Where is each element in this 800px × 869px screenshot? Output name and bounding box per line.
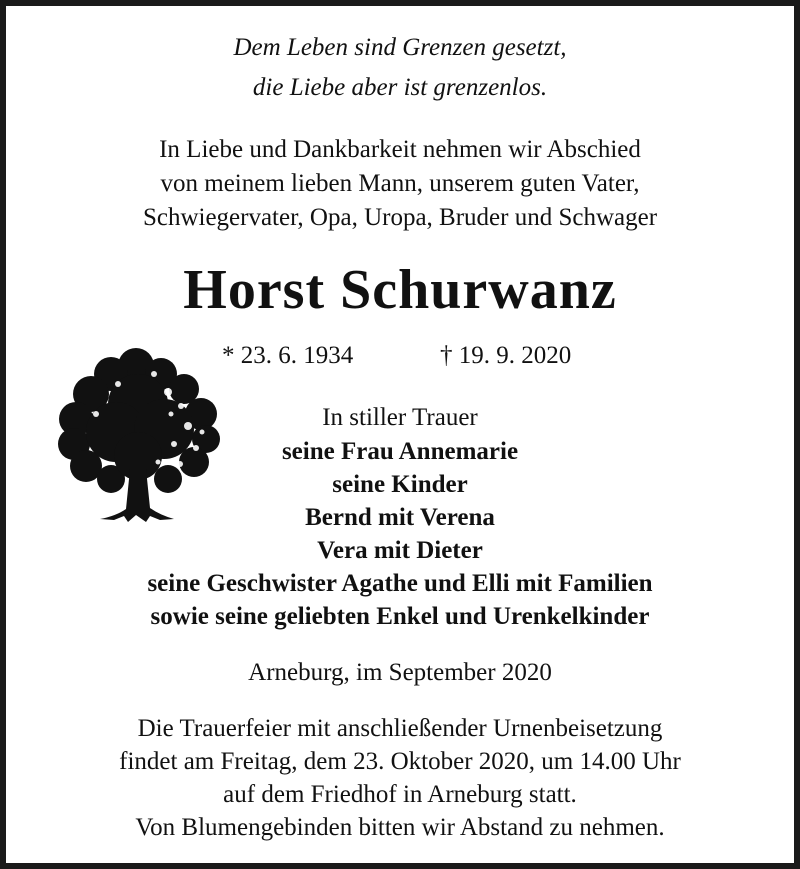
- mourner-line-2: seine Kinder: [332, 471, 468, 498]
- intro-line-2: von meinem lieben Mann, unserem guten Vater,: [160, 170, 640, 197]
- mourner-line-3: Bernd mit Verena: [305, 504, 495, 531]
- funeral-info-line-1: Die Trauerfeier mit anschließender Urnenbeisetzung: [137, 715, 663, 742]
- mourner-line-5: seine Geschwister Agathe und Elli mit Familien: [147, 570, 653, 597]
- mourner-line-1: seine Frau Annemarie: [281, 438, 519, 465]
- funeral-info-line-2: findet am Freitag, dem 23. Oktober 2020, um 14.00 Uhr: [119, 748, 681, 775]
- place-and-date: Arneburg, im September 2020: [248, 659, 552, 686]
- mourners-heading: In stiller Trauer: [322, 404, 478, 431]
- motto-line-2: die Liebe aber ist grenzenlos.: [252, 74, 548, 101]
- funeral-info-line-4: Von Blumengebinden bitten wir Abstand zu nehmen.: [135, 814, 665, 841]
- intro-line-1: In Liebe und Dankbarkeit nehmen wir Abschied: [159, 136, 641, 163]
- death-date: † 19. 9. 2020: [440, 342, 572, 369]
- mourner-line-4: Vera mit Dieter: [317, 537, 483, 564]
- funeral-info-line-3: auf dem Friedhof in Arneburg statt.: [223, 781, 577, 808]
- mourner-line-6: sowie seine geliebten Enkel und Urenkelkinder: [150, 603, 650, 630]
- intro-line-3: Schwiegervater, Opa, Uropa, Bruder und Schwager: [142, 204, 658, 231]
- motto-line-1: Dem Leben sind Grenzen gesetzt,: [233, 34, 567, 61]
- birth-date: * 23. 6. 1934: [222, 342, 354, 369]
- deceased-name: Horst Schurwanz: [183, 259, 617, 321]
